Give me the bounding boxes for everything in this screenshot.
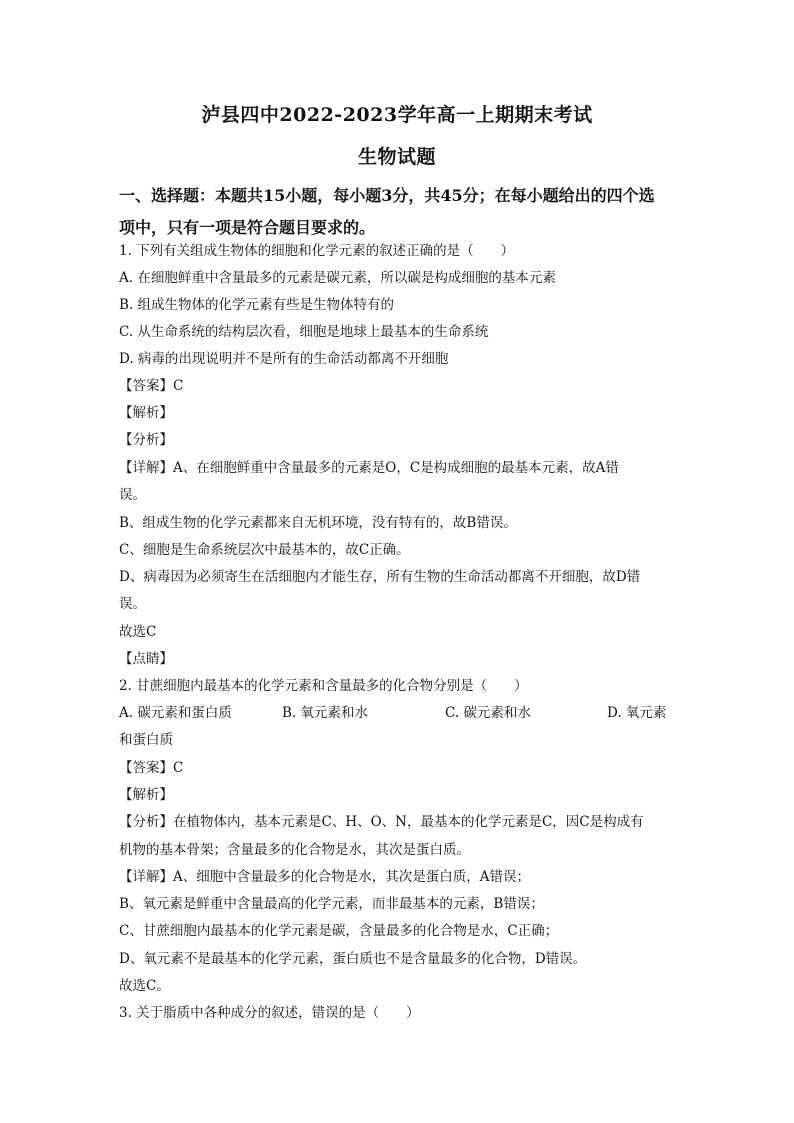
- q2-fenxi-line-1: 【分析】在植物体内，基本元素是C、H、O、N，最基本的化学元素是C，因C是构成有: [119, 814, 644, 830]
- q1-detail-line-1: 【详解】A、在细胞鲜重中含量最多的元素是O，C是构成细胞的最基本元素，故A错: [119, 460, 619, 476]
- q1-option-c: C. 从生命系统的结构层次看，细胞是地球上最基本的生命系统: [119, 324, 489, 340]
- q2-detail-d: D、氧元素不是最基本的化学元素，蛋白质也不是含量最多的化合物，D错误。: [119, 951, 587, 967]
- q1-detail-d-line-1: D、病毒因为必须寄生在活细胞内才能生存，所有生物的生命活动都离不开细胞，故D错: [119, 569, 641, 585]
- q1-fenxi-tag: 【分析】: [119, 432, 173, 448]
- q2-option-d: D. 氧元素: [607, 705, 667, 721]
- q1-conclusion: 故选C: [119, 624, 157, 640]
- q1-detail-c: C、细胞是生命系统层次中最基本的，故C正确。: [119, 542, 410, 558]
- q2-analysis-tag: 【解析】: [119, 787, 173, 803]
- q1-detail-b: B、组成生物的化学元素都来自无机环境，没有特有的，故B错误。: [119, 515, 517, 531]
- q1-detail-d-line-2: 误。: [119, 596, 146, 612]
- q1-analysis-tag: 【解析】: [119, 405, 173, 421]
- section-heading-line-2: 项中，只有一项是符合题目要求的。: [119, 218, 376, 237]
- exam-subject: 生物试题: [357, 146, 436, 168]
- q1-dianjing-tag: 【点睛】: [119, 651, 173, 667]
- q2-fenxi-line-2: 机物的基本骨架；含量最多的化合物是水，其次是蛋白质。: [119, 842, 470, 858]
- q1-option-b: B. 组成生物体的化学元素有些是生物体特有的: [119, 297, 395, 313]
- q2-answer: 【答案】C: [119, 760, 184, 776]
- section-heading-line-1: 一、选择题：本题共15小题，每小题3分，共45分；在每小题给出的四个选: [119, 186, 655, 205]
- q2-detail-c: C、甘蔗细胞内最基本的化学元素是碳，含量最多的化合物是水，C正确；: [119, 923, 559, 939]
- q1-option-a: A. 在细胞鲜重中含量最多的元素是碳元素，所以碳是构成细胞的基本元素: [119, 270, 556, 286]
- q2-conclusion: 故选C。: [119, 978, 170, 994]
- q2-option-d-continued: 和蛋白质: [119, 732, 173, 748]
- section-heading: [119, 180, 679, 244]
- q2-option-c: C. 碳元素和水: [445, 705, 531, 721]
- q2-option-b: B. 氧元素和水: [282, 705, 369, 721]
- q1-detail-line-2: 误。: [119, 487, 146, 503]
- q2-detail-a: 【详解】A、细胞中含量最多的化合物是水，其次是蛋白质，A错误；: [119, 869, 530, 885]
- q2-option-a: A. 碳元素和蛋白质: [119, 705, 232, 721]
- q3-stem: 3. 关于脂质中各种成分的叙述，错误的是（ ）: [119, 1005, 420, 1021]
- q1-answer: 【答案】C: [119, 378, 184, 394]
- q2-detail-b: B、氧元素是鲜重中含量最高的化学元素，而非最基本的元素，B错误；: [119, 896, 544, 912]
- q1-stem: 1. 下列有关组成生物体的细胞和化学元素的叙述正确的是（ ）: [119, 243, 515, 259]
- exam-title: 泸县四中2022-2023学年高一上期期末考试: [201, 104, 593, 126]
- q2-stem: 2. 甘蔗细胞内最基本的化学元素和含量最多的化合物分别是（ ）: [119, 678, 528, 694]
- q1-option-d: D. 病毒的出现说明并不是所有的生命活动都离不开细胞: [119, 351, 449, 367]
